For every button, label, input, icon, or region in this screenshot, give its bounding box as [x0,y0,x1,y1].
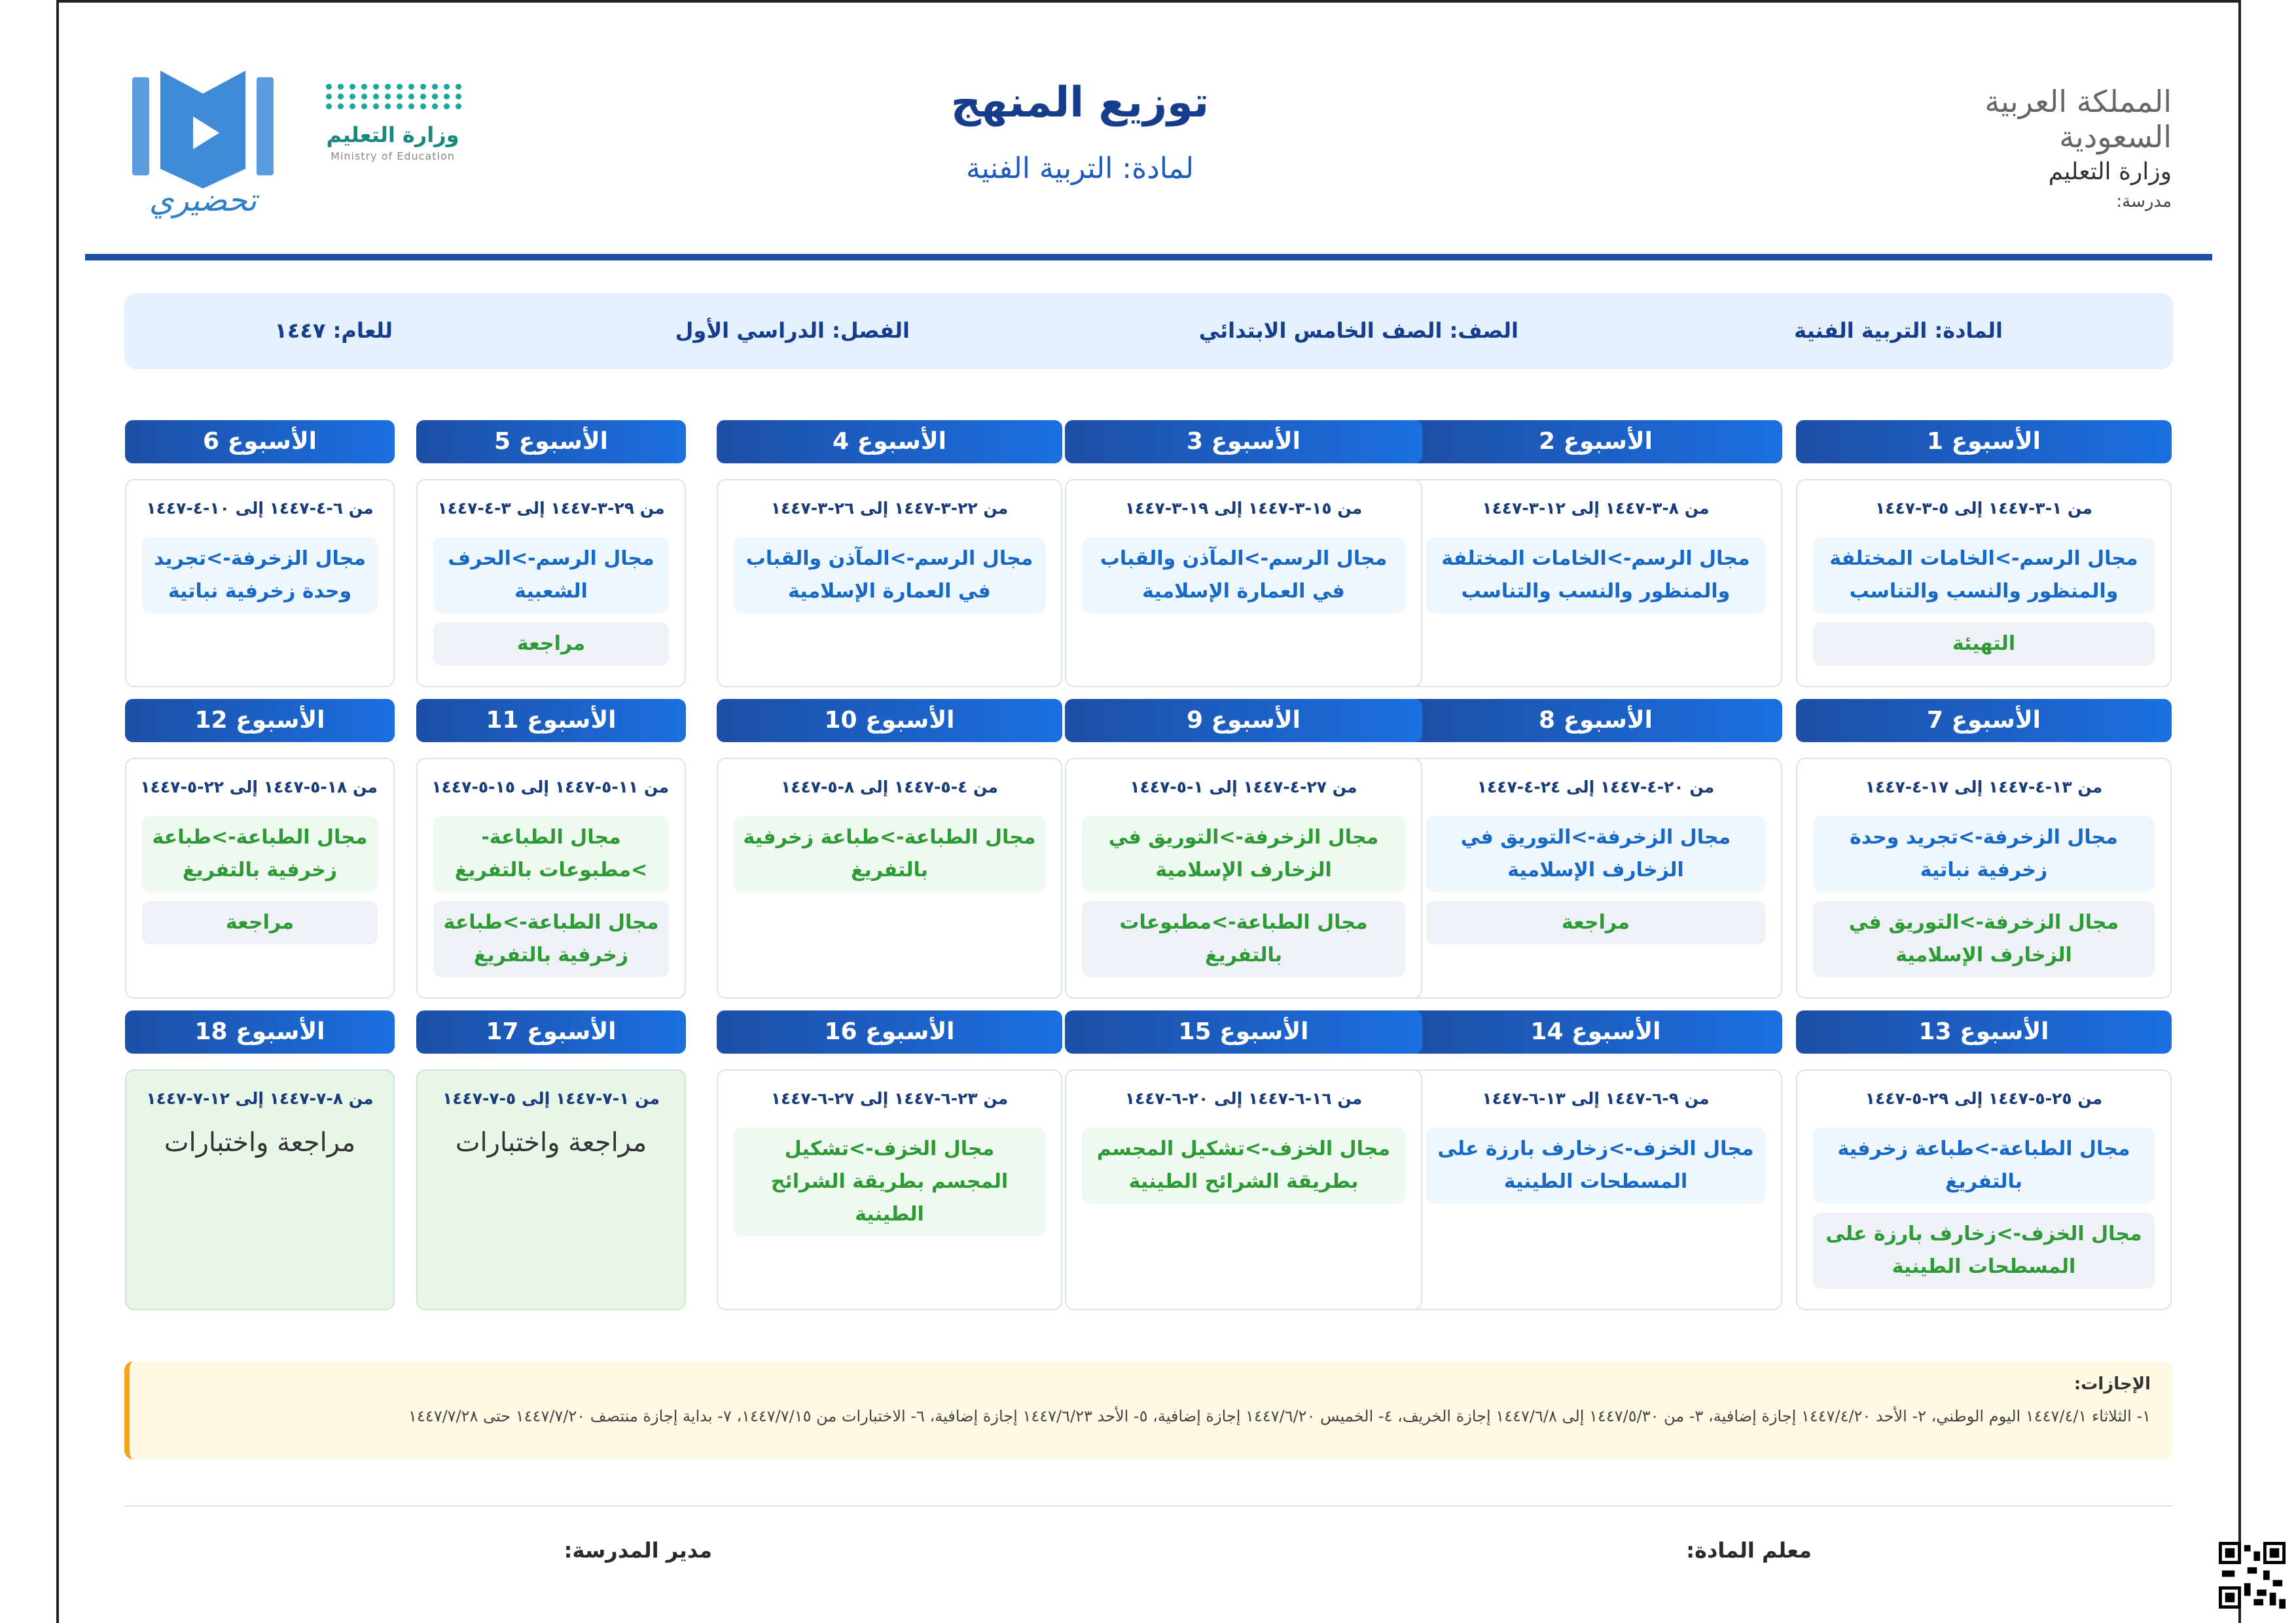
week-16-card [717,1069,1062,1310]
page-subtitle: لمادة: التربية الفنية [965,152,1194,185]
week-4-header: الأسبوع 4 [717,420,1062,463]
week-lesson-item: مجال الرسم->المآذن والقباب في العمارة الإسلامية [734,537,1045,613]
week-lesson-item: مجال الخزف->تشكيل المجسم بطريقة الشرائح الطينية [734,1128,1045,1236]
week-11-header: الأسبوع 11 [416,699,686,742]
page-frame-right [2238,0,2241,1623]
week-lesson-item: مجال الطباعة->طباعة زخرفية بالتفريغ [142,816,378,892]
brand-name: تحضيري [149,182,257,219]
week-10-header: الأسبوع 10 [717,699,1062,742]
info-year: للعام: ١٤٤٧ [274,318,393,343]
week-lesson-item: مجال الرسم->المآذن والقباب في العمارة الإسلامية [1082,537,1405,613]
ministry-label: وزارة التعليم [2048,158,2172,185]
week-lesson-item: مراجعة [1426,901,1765,944]
week-5-header: الأسبوع 5 [416,420,686,463]
week-final-note: مراجعة واختبارات [164,1128,356,1158]
week-date-range: من ٢٥-٥-١٤٤٧ إلى ٢٩-٥-١٤٤٧ [1865,1089,2103,1108]
school-label: مدرسة: [2116,192,2172,211]
week-17-card [416,1069,686,1310]
qr-code-icon [2219,1542,2286,1609]
week-date-range: من ١-٣-١٤٤٧ إلى ٥-٣-١٤٤٧ [1874,499,2093,518]
moe-english-name: Ministry of Education [331,150,455,162]
week-lesson-item: مجال الطباعة->مطبوعات بالتفريغ [1082,901,1405,977]
moe-dots-icon [321,84,465,109]
week-date-range: من ٢٠-٤-١٤٤٧ إلى ٢٤-٤-١٤٤٧ [1477,777,1715,796]
kingdom-logo-text: المملكة العربية السعودية [1984,84,2172,154]
week-date-range: من ٩-٦-١٤٤٧ إلى ١٣-٦-١٤٤٧ [1482,1089,1710,1108]
holidays-title: الإجازات: [2073,1374,2151,1394]
week-date-range: من ٢٩-٣-١٤٤٧ إلى ٣-٤-١٤٤٧ [437,499,665,518]
moe-logo [321,84,465,162]
holidays-panel [124,1361,2173,1459]
week-3-header: الأسبوع 3 [1065,420,1422,463]
week-7-card [1796,758,2172,999]
info-bar [124,293,2173,369]
week-lesson-item: مجال الزخرفة->تجريد وحدة زخرفية نباتية [1813,816,2155,892]
book-play-icon [124,58,281,188]
info-subject: المادة: التربية الفنية [1794,318,2003,343]
week-lesson-item: مجال الطباعة->طباعة زخرفية بالتفريغ [433,901,669,977]
week-2-card [1409,479,1782,687]
info-grade: الصف: الصف الخامس الابتدائي [1198,318,1518,343]
week-1-header: الأسبوع 1 [1796,420,2172,463]
week-final-note: مراجعة واختبارات [455,1128,647,1158]
week-14-card [1409,1069,1782,1310]
week-date-range: من ٨-٧-١٤٤٧ إلى ١٢-٧-١٤٤٧ [146,1089,374,1108]
week-lesson-item: مجال الطباعة->مطبوعات بالتفريغ [433,816,669,892]
week-lesson-item: مجال الزخرفة->تجريد وحدة زخرفية نباتية [142,537,378,613]
week-6-card [125,479,395,687]
week-7-header: الأسبوع 7 [1796,699,2172,742]
week-lesson-item: مراجعة [433,622,669,666]
page-title: توزيع المنهج [950,79,1210,127]
week-date-range: من ١-٧-١٤٤٧ إلى ٥-٧-١٤٤٧ [442,1089,660,1108]
week-date-range: من ٦-٤-١٤٤٧ إلى ١٠-٤-١٤٤٧ [146,499,374,518]
week-1-card [1796,479,2172,687]
page-frame-top [56,0,2241,3]
teacher-signature-label: معلم المادة: [1686,1538,1812,1563]
tahdiri-logo [124,58,281,228]
week-18-header: الأسبوع 18 [125,1010,395,1054]
week-13-header: الأسبوع 13 [1796,1010,2172,1054]
week-lesson-item: مجال الخزف->تشكيل المجسم بطريقة الشرائح الطينية [1082,1128,1405,1204]
week-4-card [717,479,1062,687]
week-lesson-item: مجال الطباعة->طباعة زخرفية بالتفريغ [1813,1128,2155,1204]
week-15-card [1065,1069,1422,1310]
week-12-header: الأسبوع 12 [125,699,395,742]
header-divider [85,254,2212,260]
week-17-header: الأسبوع 17 [416,1010,686,1054]
week-lesson-item: مجال الرسم->الخامات المختلفة والمنظور والنسب والتناسب [1426,537,1765,613]
week-lesson-item: مجال الزخرفة->التوريق في الزخارف الإسلامية [1082,816,1405,892]
week-10-card [717,758,1062,999]
week-5-card [416,479,686,687]
week-2-header: الأسبوع 2 [1409,420,1782,463]
week-lesson-item: مجال الرسم->الحرف الشعبية [433,537,669,613]
week-lesson-item: مراجعة [142,901,378,944]
footer-divider [124,1505,2173,1507]
principal-signature-label: مدير المدرسة: [564,1538,712,1563]
week-date-range: من ١٥-٣-١٤٤٧ إلى ١٩-٣-١٤٤٧ [1124,499,1363,518]
week-14-header: الأسبوع 14 [1409,1010,1782,1054]
week-11-card [416,758,686,999]
week-date-range: من ١٣-٤-١٤٤٧ إلى ١٧-٤-١٤٤٧ [1865,777,2103,796]
week-date-range: من ١٨-٥-١٤٤٧ إلى ٢٢-٥-١٤٤٧ [140,777,378,796]
week-lesson-item: مجال الخزف->زخارف بارزة على المسطحات الطينية [1426,1128,1765,1204]
week-13-card [1796,1069,2172,1310]
week-lesson-item: التهيئة [1813,622,2155,666]
week-date-range: من ٨-٣-١٤٤٧ إلى ١٢-٣-١٤٤٧ [1482,499,1710,518]
week-date-range: من ٢٧-٤-١٤٤٧ إلى ١-٥-١٤٤٧ [1130,777,1357,796]
week-8-card [1409,758,1782,999]
week-12-card [125,758,395,999]
week-date-range: من ٢٢-٣-١٤٤٧ إلى ٢٦-٣-١٤٤٧ [770,499,1009,518]
holidays-text: ١- الثلاثاء ١٤٤٧/٤/١ اليوم الوطني، ٢- الأحد ١٤٤٧/٤/٢٠ إجازة إضافية، ٣- من ١٤٤٧/٥/٣٠ إلى ١٤٤٧/٦/٨ إجازة الخريف، ٤- الخميس ١٤٤٧/٦/٢٠ إجازة إضافية، ٥- الأحد ١٤٤٧/٦/٢٣ إجازة إضافية، ٦- الاختبارات من ١٤٤٧/٧/١٥، ٧- بداية إجازة منتصف ١٤٤٧/٧/٢٠ حتى ١٤٤٧/٧/٢٨ [408,1407,2151,1425]
week-3-card [1065,479,1422,687]
info-term: الفصل: الدراسي الأول [675,318,910,343]
week-lesson-item: مجال الخزف->زخارف بارزة على المسطحات الطينية [1813,1213,2155,1289]
week-9-header: الأسبوع 9 [1065,699,1422,742]
week-lesson-item: مجال الزخرفة->التوريق في الزخارف الإسلامية [1813,901,2155,977]
week-lesson-item: مجال الرسم->الخامات المختلفة والمنظور والنسب والتناسب [1813,537,2155,613]
week-date-range: من ٢٣-٦-١٤٤٧ إلى ٢٧-٦-١٤٤٧ [770,1089,1009,1108]
week-date-range: من ١٦-٦-١٤٤٧ إلى ٢٠-٦-١٤٤٧ [1124,1089,1363,1108]
moe-arabic-name: وزارة التعليم [326,122,459,147]
week-6-header: الأسبوع 6 [125,420,395,463]
week-8-header: الأسبوع 8 [1409,699,1782,742]
government-block [1962,84,2172,211]
week-15-header: الأسبوع 15 [1065,1010,1422,1054]
week-lesson-item: مجال الزخرفة->التوريق في الزخارف الإسلامية [1426,816,1765,892]
week-9-card [1065,758,1422,999]
week-date-range: من ١١-٥-١٤٤٧ إلى ١٥-٥-١٤٤٧ [431,777,669,796]
week-lesson-item: مجال الطباعة->طباعة زخرفية بالتفريغ [734,816,1045,892]
week-18-card [125,1069,395,1310]
week-16-header: الأسبوع 16 [717,1010,1062,1054]
week-date-range: من ٤-٥-١٤٤٧ إلى ٨-٥-١٤٤٧ [780,777,999,796]
page-frame-left [56,0,59,1623]
